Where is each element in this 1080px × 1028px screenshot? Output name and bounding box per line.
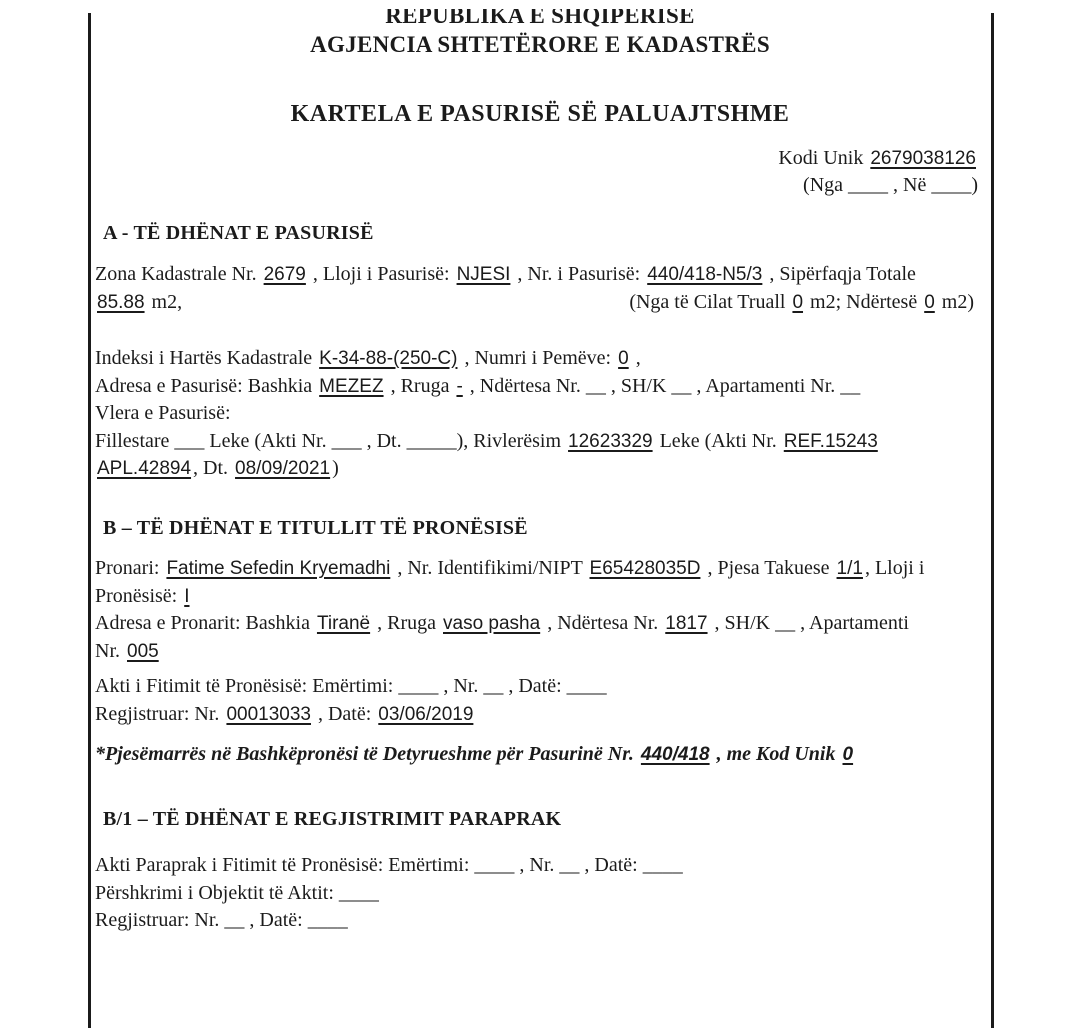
pronari-line (95, 555, 974, 583)
truall-value: 0 (792, 291, 804, 313)
adresa-pasurise-line (95, 373, 974, 401)
apartamenti-label: Nr. (95, 639, 125, 662)
section-b1-heading: B/1 – TË DHËNAT E REGJISTRIMIT PARAPRAK (103, 808, 562, 830)
zona-kadastrale-line (95, 261, 974, 289)
pjesa-takuese-label: , Pjesa Takuese (702, 557, 835, 579)
rruga-pronarit-value: vaso pasha (443, 613, 541, 634)
pemeve-label: , Numri i Pemëve: (459, 347, 617, 369)
adresa-tail: , Ndërtesa Nr. __ , SH/K __ , Apartamenti Nr. __ (464, 374, 861, 397)
section-a-heading: A - TË DHËNAT E PASURISË (103, 222, 374, 244)
pronesise-value: I (184, 585, 190, 607)
section-a-paragraph-1 (95, 261, 974, 316)
akti-paraprak-line: Akti Paraprak i Fitimit të Pronësisë: Emërtimi: ____ , Nr. __ , Datë: ____ (95, 854, 683, 876)
zona-kadastrale-value: 2679 (263, 264, 306, 285)
ndertese-value: 0 (924, 291, 935, 313)
pronari-label: Pronari: (95, 557, 165, 579)
truall-group (629, 289, 974, 317)
rruga-label: , Rruga (385, 374, 455, 397)
apartamenti-line (95, 638, 974, 666)
siperfaqja-unit: m2, (146, 290, 183, 313)
right-border-rule (991, 13, 994, 1028)
pronari-value: Fatime Sefedin Kryemadhi (166, 558, 391, 579)
header-agency: AGJENCIA SHTETËRORE E KADASTRËS (310, 32, 770, 57)
section-b1-paragraph (95, 852, 974, 935)
indeksi-label: Indeksi i Hartës Kadastrale (95, 347, 318, 369)
siperfaqja-value: 85.88 (97, 291, 145, 313)
indeksi-line (95, 345, 974, 373)
regjistruar-value: 00013033 (226, 703, 311, 725)
bashkepronesi-note (95, 741, 974, 769)
note-label: *Pjesëmarrës në Bashkëpronësi të Detyrueshme për Pasurinë Nr. (95, 743, 639, 765)
left-border-rule (88, 13, 91, 1028)
siperfaqja-group (95, 289, 182, 317)
pronesise-label: Pronësisë: (95, 584, 183, 607)
ndertese-unit: m2) (936, 290, 974, 313)
regjistruar-label: Regjistruar: Nr. (95, 702, 225, 725)
adresa-pronarit-label: Adresa e Pronarit: Bashkia (95, 612, 315, 634)
document-title: KARTELA E PASURISË SË PALUAJTSHME (290, 101, 790, 127)
date-label: , Datë: (312, 702, 377, 725)
kodi-unik-line (778, 145, 978, 172)
lloji-tail: , Lloji i (864, 557, 925, 579)
pemeve-tail: , (630, 347, 641, 369)
section-b-heading: B – TË DHËNAT E TITULLIT TË PRONËSISË (103, 517, 528, 539)
section-b-paragraph-1 (95, 555, 974, 665)
akti-fitimit-line: Akti i Fitimit të Pronësisë: Emërtimi: ____ , Nr. __ , Datë: ____ (95, 675, 607, 697)
lloji-pasurise-label: , Lloji i Pasurisë: (307, 263, 455, 285)
zona-kadastrale-label: Zona Kadastrale Nr. (95, 263, 262, 285)
header-republic-cliparea (0, 9, 1080, 30)
akti-dt-label: , Dt. (193, 457, 234, 479)
pjesa-takuese-value: 1/1 (836, 558, 863, 579)
adresa-pasurise-label: Adresa e Pasurisë: Bashkia (95, 374, 318, 397)
akti-close-paren: ) (332, 457, 339, 479)
adresa-pronarit-value: Tiranë (316, 613, 371, 634)
indeksi-value: K-34-88-(250-C) (319, 348, 458, 369)
nipt-label: , Nr. Identifikimi/NIPT (392, 557, 588, 579)
akti-dt-value: 08/09/2021 (235, 458, 331, 479)
adresa-pronarit-tail: , SH/K __ , Apartamenti (709, 612, 909, 634)
regjistruar-paraprak-line: Regjistruar: Nr. __ , Datë: ____ (95, 909, 348, 931)
akti-label: Leke (Akti Nr. (654, 429, 782, 452)
akti-continuation-line (95, 455, 974, 483)
rivleresim-value: 12623329 (568, 430, 653, 452)
bashkepronesi-note-line (95, 741, 974, 769)
note-pasuria-value: 440/418 (640, 744, 710, 765)
fillestare-label: Fillestare ___ Leke (Akti Nr. ___ , Dt. _____), Rivlerësim (95, 429, 567, 452)
adresa-pronarit-line (95, 610, 974, 638)
section-b-paragraph-2 (95, 673, 974, 728)
note-mid: , me Kod Unik (711, 743, 841, 765)
kodi-unik-value: 2679038126 (870, 148, 976, 169)
apartamenti-value: 005 (127, 640, 159, 662)
nr-pasurise-label: , Nr. i Pasurisë: (512, 263, 646, 285)
pershkrimi-line: Përshkrimi i Objektit të Aktit: ____ (95, 881, 379, 904)
truall-label: (Nga të Cilat Truall (629, 290, 791, 313)
nr-pasurise-value: 440/418-N5/3 (647, 264, 763, 285)
rruga-pronarit-label: , Rruga (372, 612, 441, 634)
pronesise-line (95, 583, 974, 611)
adresa-bashkia-value: MEZEZ (319, 375, 384, 397)
ndertesa-value: 1817 (665, 613, 708, 634)
note-kod-unik-value: 0 (842, 744, 854, 765)
nipt-value: E65428035D (589, 558, 701, 579)
pemeve-value: 0 (618, 348, 629, 369)
date-value: 03/06/2019 (378, 703, 474, 725)
ndertesa-label: , Ndërtesa Nr. (542, 612, 664, 634)
ndertese-label: m2; Ndërtesë (805, 290, 923, 313)
vlera-line: Vlera e Pasurisë: (95, 402, 231, 424)
akti-value-apl: APL.42894 (97, 458, 192, 479)
siperfaqja-truall-line (95, 289, 974, 317)
rruga-value: - (456, 375, 463, 397)
lloji-pasurise-value: NJESI (456, 264, 511, 285)
akti-value-ref: REF.15243 (783, 430, 878, 452)
section-a-paragraph-2 (95, 345, 974, 483)
header-republic: REPUBLIKA E SHQIPERISE (385, 9, 695, 28)
siperfaqja-label: , Sipërfaqja Totale (764, 263, 916, 285)
fillestare-line (95, 428, 974, 456)
regjistruar-line (95, 701, 974, 729)
nga-ne-line: (Nga ____ , Në ____) (803, 174, 978, 196)
kodi-unik-label: Kodi Unik (778, 147, 869, 169)
